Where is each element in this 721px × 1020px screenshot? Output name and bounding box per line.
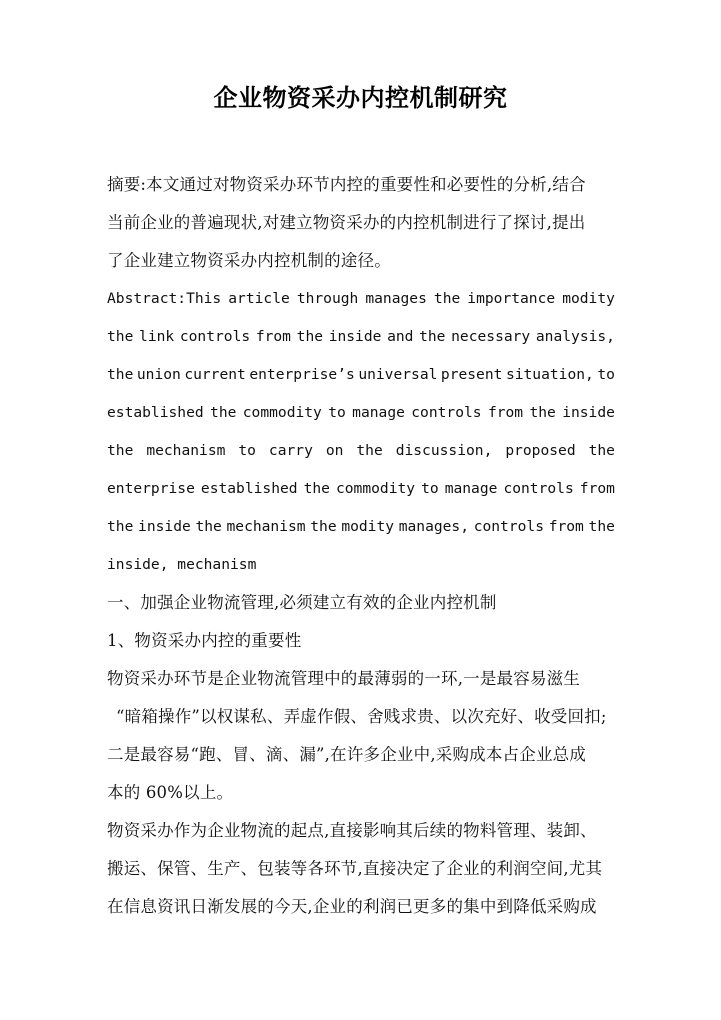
- word: inside: [328, 328, 382, 345]
- abstract-cn-line: 了企业建立物资采办内控机制的途径。: [107, 251, 391, 270]
- word: from: [487, 404, 524, 421]
- body-line: 搬运、保管、生产、包装等各环节,直接决定了企业的利润空间,尤其: [107, 859, 603, 878]
- word: from: [548, 518, 584, 535]
- abstract-cn-line: 摘要:本文通过对物资采办环节内控的重要性和必要性的分析,结合: [107, 175, 586, 194]
- word: the: [310, 518, 337, 535]
- word: established: [200, 480, 298, 497]
- word: union: [136, 366, 181, 383]
- word: to: [328, 404, 346, 421]
- word: manages,: [398, 518, 470, 535]
- page-title: 企业物资采办内控机制研究: [213, 83, 508, 112]
- word: modity: [341, 518, 395, 535]
- word: manage: [352, 404, 405, 421]
- word: universal: [358, 366, 438, 383]
- body-line: 本的 60%以上。: [107, 783, 234, 802]
- abstract-en-line: [107, 280, 615, 318]
- abstract-en-line: [107, 318, 615, 356]
- abstract-en-line: [107, 394, 615, 432]
- abstract-en-line: [107, 432, 615, 470]
- word: importance: [467, 290, 556, 307]
- word: from: [579, 480, 615, 497]
- abstract-cn: [107, 166, 615, 280]
- word: inside: [562, 404, 615, 421]
- word: the: [433, 290, 461, 307]
- word: mechanism: [226, 518, 306, 535]
- abstract-en-line: [107, 508, 615, 546]
- word: to: [421, 480, 439, 497]
- word: and: [387, 328, 414, 345]
- word: manage: [444, 480, 498, 497]
- word: the: [588, 518, 615, 535]
- section-heading-1: 一、加强企业物流管理,必须建立有效的企业内控机制: [107, 593, 497, 612]
- word: present: [440, 366, 503, 383]
- abstract-en-line: [107, 470, 615, 508]
- abstract-en-line: inside, mechanism: [107, 556, 257, 573]
- word: the: [356, 442, 383, 459]
- word: the: [588, 442, 615, 459]
- word: established: [107, 404, 204, 421]
- word: mechanism: [146, 442, 226, 459]
- word: the: [107, 518, 134, 535]
- word: the: [303, 480, 330, 497]
- abstract-en: [107, 280, 615, 584]
- word: controls: [179, 328, 251, 345]
- word: to: [597, 366, 615, 383]
- document-body: [107, 166, 615, 926]
- word: controls: [503, 480, 574, 497]
- body-line: 物资采办作为企业物流的起点,直接影响其后续的物料管理、装卸、: [107, 821, 597, 840]
- word: commodity: [242, 404, 322, 421]
- subsection-heading-1: 1、物资采办内控的重要性: [107, 631, 302, 650]
- abstract-en-line: [107, 356, 615, 394]
- word: the: [296, 328, 324, 345]
- word: carry: [268, 442, 313, 459]
- word: enterprise: [107, 480, 195, 497]
- word: from: [255, 328, 291, 345]
- word: the: [195, 518, 222, 535]
- word: article: [228, 290, 290, 307]
- word: inside: [138, 518, 191, 535]
- word: through: [296, 290, 359, 307]
- word: proposed: [505, 442, 576, 459]
- word: commodity: [335, 480, 416, 497]
- word: the: [210, 404, 237, 421]
- word: the: [419, 328, 446, 345]
- word: Abstract:This: [107, 290, 222, 307]
- abstract-cn-line: 当前企业的普遍现状,对建立物资采办的内控机制进行了探讨,提出: [107, 213, 586, 232]
- word: the: [529, 404, 556, 421]
- word: the: [107, 366, 134, 383]
- word: enterprise’s: [249, 366, 355, 383]
- word: controls: [411, 404, 482, 421]
- body-line: 在信息资讯日渐发展的今天,企业的利润已更多的集中到降低采购成: [107, 897, 597, 916]
- body-line: “暗箱操作”以权谋私、弄虚作假、舍贱求贵、以次充好、收受回扣;: [116, 707, 607, 726]
- word: analysis,: [535, 328, 615, 345]
- word: on: [325, 442, 344, 459]
- word: the: [107, 328, 134, 345]
- body-line: 物资采办环节是企业物流管理中的最薄弱的一环,一是最容易滋生: [107, 669, 581, 688]
- word: modity: [562, 290, 615, 307]
- word: current: [184, 366, 246, 383]
- body-line: 二是最容易“跑、冒、滴、漏”,在许多企业中,采购成本占企业总成: [107, 745, 587, 764]
- word: the: [107, 442, 134, 459]
- word: controls: [473, 518, 544, 535]
- word: to: [238, 442, 256, 459]
- word: link: [139, 328, 175, 345]
- body-paragraph-1: [107, 660, 615, 812]
- word: manages: [365, 290, 427, 307]
- body-paragraph-2: [107, 812, 615, 926]
- word: situation,: [505, 366, 594, 383]
- word: necessary: [451, 328, 531, 345]
- word: discussion,: [395, 442, 493, 459]
